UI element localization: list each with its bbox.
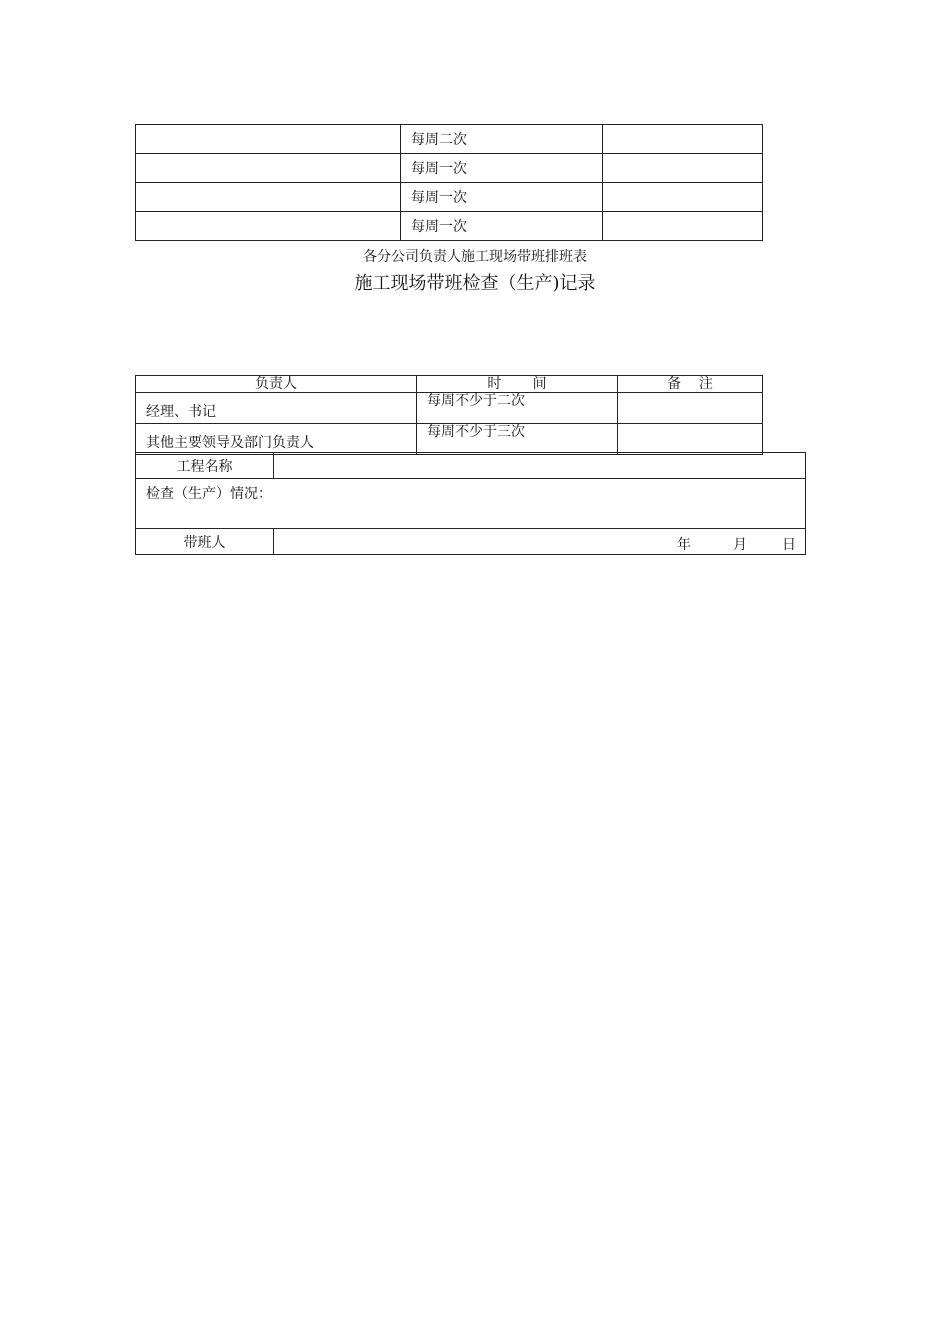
person-cell: 经理、书记 [136, 393, 417, 424]
table-cell [603, 212, 763, 241]
time-cell: 每周不少于三次 [417, 424, 618, 455]
table-row [136, 212, 763, 241]
date-year: 年 [677, 537, 691, 553]
table-row [136, 154, 763, 183]
table-row [136, 529, 806, 555]
table-row [136, 125, 763, 154]
table-cell [136, 183, 401, 212]
table-cell [136, 212, 401, 241]
note-cell [618, 424, 763, 455]
header-note: 备 注 [618, 376, 763, 393]
table-cell [136, 125, 401, 154]
header-time: 时 间 [417, 376, 618, 393]
leader-date-field[interactable] [274, 529, 806, 555]
table-row [136, 424, 763, 455]
table-cell [603, 125, 763, 154]
table-row [136, 183, 763, 212]
duty-table [135, 375, 763, 455]
table-cell [603, 154, 763, 183]
header-person: 负责人 [136, 376, 417, 393]
frequency-cell: 每周一次 [401, 154, 603, 183]
project-name-field[interactable] [274, 453, 806, 479]
leader-label: 带班人 [136, 529, 274, 555]
inspection-field[interactable] [136, 479, 806, 529]
table-cell [603, 183, 763, 212]
table-row [136, 393, 763, 424]
table-header-row [136, 376, 763, 393]
person-cell: 其他主要领导及部门负责人 [136, 424, 417, 455]
frequency-cell: 每周一次 [401, 183, 603, 212]
table-cell [136, 154, 401, 183]
schedule-title: 各分公司负责人施工现场带班排班表 [363, 249, 587, 265]
note-cell [618, 393, 763, 424]
frequency-cell: 每周一次 [401, 212, 603, 241]
table-row [136, 453, 806, 479]
frequency-table [135, 124, 763, 241]
project-name-label: 工程名称 [136, 453, 274, 479]
date-day: 日 [782, 537, 796, 553]
frequency-cell: 每周二次 [401, 125, 603, 154]
record-title: 施工现场带班检查（生产)记录 [354, 273, 596, 294]
date-month: 月 [733, 537, 747, 553]
record-table [135, 452, 806, 555]
table-row [136, 479, 806, 529]
inspection-label: 检查（生产）情况： [146, 486, 272, 502]
time-cell: 每周不少于二次 [417, 393, 618, 424]
